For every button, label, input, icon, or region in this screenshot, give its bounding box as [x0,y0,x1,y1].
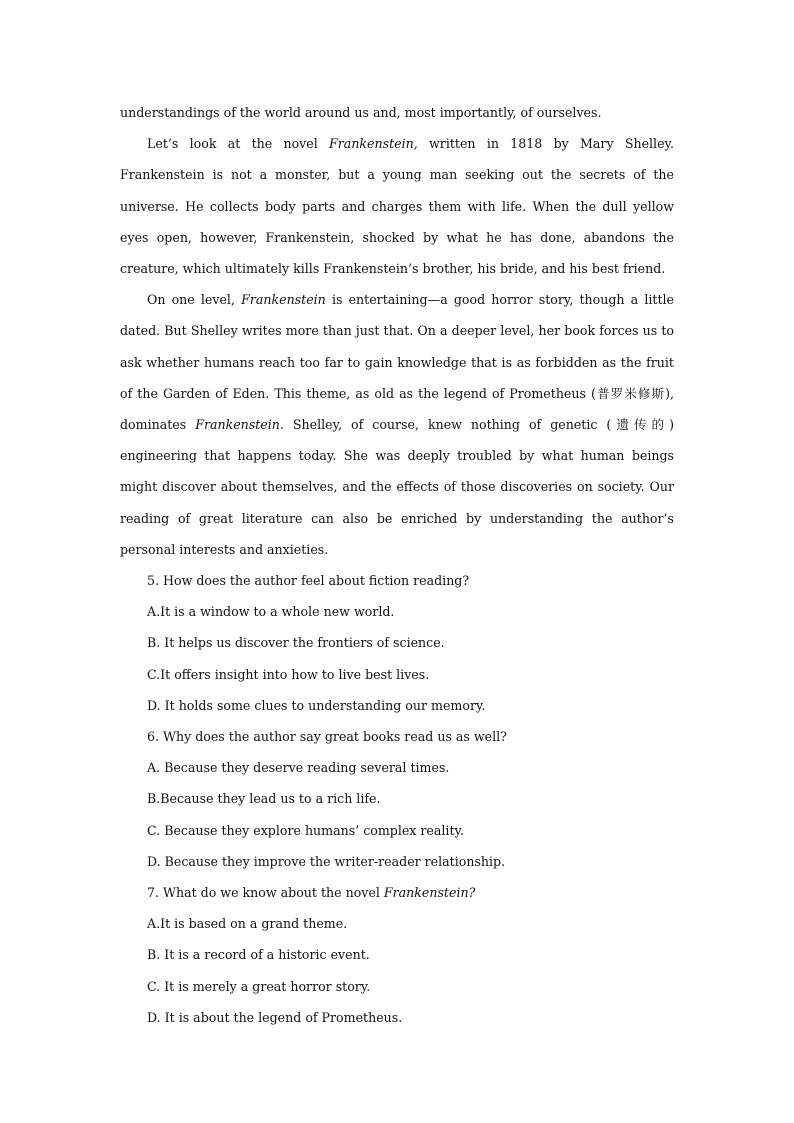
question-7-option-c[interactable]: C. It is merely a great horror story. [147,978,371,994]
question-5-option-a[interactable]: A.It is a window to a whole new world. [147,604,395,620]
document-page [120,97,674,1033]
question-6-stem: 6. Why does the author say great books read us as well? [147,729,507,745]
passage-text: Let’s look at the novel [147,136,330,152]
passage-text: understandings of the world around us and, most importantly, of ourselves. [120,105,602,120]
question-5-stem: 5. How does the author feel about fiction reading? [147,573,470,589]
question-6-option-b[interactable]: B.Because they lead us to a rich life. [147,791,381,807]
question-5-option-c[interactable]: C.It offers insight into how to live best lives. [147,666,430,682]
question-6-option-c[interactable]: C. Because they explore humans’ complex reality. [147,822,464,838]
question-6-option-a[interactable]: A. Because they deserve reading several times. [147,760,450,776]
passage-paragraph-1 [120,128,674,284]
book-title: Frankenstein [241,292,326,308]
question-7-option-a[interactable]: A.It is based on a grand theme. [147,916,348,932]
passage-text: Shelley, of course, knew nothing of genetic (遗传的) engineering that happens today. She was deeply troubled by what human beings might discover about themselves, and the effects of those discoveries on society. Our reading of great literature can also be enriched by understanding the author’s personal interests and anxieties. [120,417,674,557]
book-title: Frankenstein, [329,136,418,152]
book-title: Frankenstein. [195,417,284,433]
question-6-option-d[interactable]: D. Because they improve the writer-reader relationship. [147,853,506,869]
question-7-stem [120,877,674,908]
passage-text: written in 1818 by Mary Shelley. Frankenstein is not a monster, but a young man seeking out the secrets of the universe. He collects body parts and charges them with life. When the dull yellow eyes open, however, Frankenstein, shocked by what he has done, abandons the creature, which ultimately kills Frankenstein’s brother, his bride, and his best friend. [120,136,674,277]
question-5-option-d[interactable]: D. It holds some clues to understanding our memory. [147,697,486,713]
question-7-stem-text: 7. What do we know about the novel [147,885,384,901]
passage-paragraph-2 [120,284,674,565]
question-7-option-d[interactable]: D. It is about the legend of Prometheus. [147,1009,403,1025]
passage-paragraph-0 [120,97,674,128]
passage-text: is entertaining—a good horror story, though a little dated. But Shelley writes more than just that. On a deeper level, her book forces us to ask whether humans reach too far to gain knowledge that is as forbidden as the fruit of the Garden of Eden. This theme, as old as the legend of Prometheus (普罗米修斯), dominates [120,292,674,433]
question-5-option-b[interactable]: B. It helps us discover the frontiers of science. [147,635,445,651]
question-7-option-b[interactable]: B. It is a record of a historic event. [147,947,370,963]
book-title: Frankenstein? [383,885,476,901]
passage-text: On one level, [147,292,242,308]
